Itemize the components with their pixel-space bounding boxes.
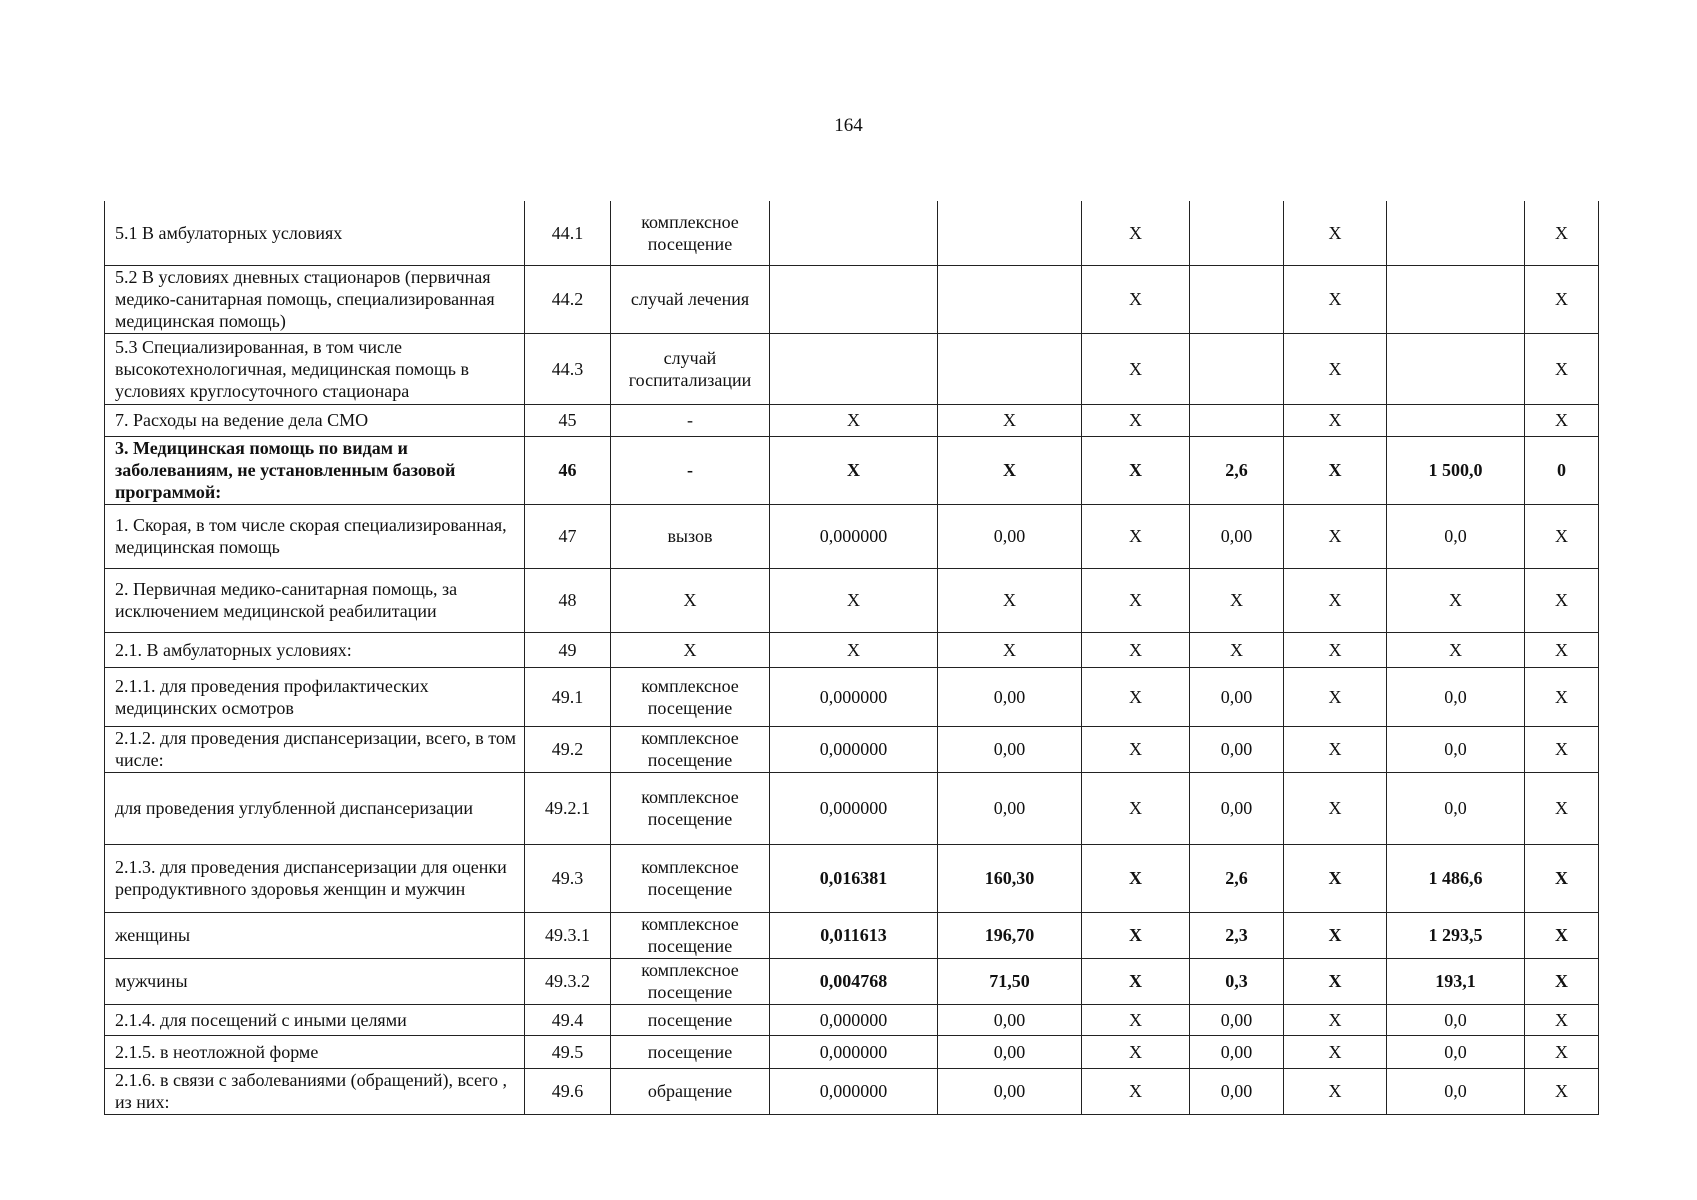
- table-row: [105, 504, 1599, 568]
- cell-c6: X: [1082, 436, 1190, 504]
- row-code: 46: [525, 436, 611, 504]
- row-name: 2.1.3. для проведения диспансеризации для оценки репродуктивного здоровья женщин и мужчин: [105, 844, 525, 912]
- cell-c10: X: [1525, 201, 1599, 265]
- cell-c10: X: [1525, 844, 1599, 912]
- cell-c8: X: [1284, 265, 1387, 333]
- table-row: [105, 632, 1599, 667]
- cell-c8: X: [1284, 726, 1387, 772]
- row-unit: комплексное посещение: [611, 201, 770, 265]
- cell-c5: 160,30: [938, 844, 1082, 912]
- cell-c4: 0,000000: [770, 1004, 938, 1035]
- table-row: [105, 404, 1599, 436]
- row-name: 2.1. В амбулаторных условиях:: [105, 632, 525, 667]
- cell-c5: 0,00: [938, 1035, 1082, 1068]
- cell-c10: X: [1525, 504, 1599, 568]
- row-code: 49.1: [525, 667, 611, 726]
- row-unit: случай госпитализации: [611, 333, 770, 404]
- row-name: 2.1.6. в связи с заболеваниями (обращений), всего , из них:: [105, 1068, 525, 1114]
- cell-c4: 0,000000: [770, 726, 938, 772]
- cell-c6: X: [1082, 1004, 1190, 1035]
- row-name: 5.3 Специализированная, в том числе высокотехнологичная, медицинская помощь в условиях круглосуточного стационара: [105, 333, 525, 404]
- cell-c8: X: [1284, 772, 1387, 844]
- cell-c10: X: [1525, 667, 1599, 726]
- cell-c7: X: [1190, 632, 1284, 667]
- cell-c8: X: [1284, 958, 1387, 1004]
- cell-c10: 0: [1525, 436, 1599, 504]
- row-code: 44.3: [525, 333, 611, 404]
- cell-c9: [1387, 201, 1525, 265]
- cell-c9: 0,0: [1387, 772, 1525, 844]
- cell-c7: 0,00: [1190, 1068, 1284, 1114]
- cell-c10: X: [1525, 333, 1599, 404]
- row-unit: комплексное посещение: [611, 912, 770, 958]
- table-row: [105, 436, 1599, 504]
- cell-c6: X: [1082, 1035, 1190, 1068]
- row-unit: X: [611, 632, 770, 667]
- cell-c5: 0,00: [938, 1004, 1082, 1035]
- cell-c10: X: [1525, 912, 1599, 958]
- table-row: [105, 912, 1599, 958]
- cell-c6: X: [1082, 265, 1190, 333]
- cell-c8: X: [1284, 201, 1387, 265]
- cell-c4: 0,000000: [770, 504, 938, 568]
- table-row: [105, 844, 1599, 912]
- row-name: 7. Расходы на ведение дела СМО: [105, 404, 525, 436]
- cell-c10: X: [1525, 568, 1599, 632]
- cell-c7: 2,6: [1190, 436, 1284, 504]
- cell-c4: 0,004768: [770, 958, 938, 1004]
- report-table: [104, 201, 1599, 1115]
- row-name: 5.1 В амбулаторных условиях: [105, 201, 525, 265]
- cell-c5: 0,00: [938, 504, 1082, 568]
- row-code: 49.3: [525, 844, 611, 912]
- row-unit: случай лечения: [611, 265, 770, 333]
- table-row: [105, 1035, 1599, 1068]
- row-name: 2. Первичная медико-санитарная помощь, за исключением медицинской реабилитации: [105, 568, 525, 632]
- cell-c5: [938, 333, 1082, 404]
- cell-c9: [1387, 265, 1525, 333]
- cell-c4: [770, 201, 938, 265]
- row-unit: посещение: [611, 1004, 770, 1035]
- cell-c9: 0,0: [1387, 504, 1525, 568]
- cell-c4: 0,000000: [770, 667, 938, 726]
- cell-c4: 0,000000: [770, 1035, 938, 1068]
- cell-c10: X: [1525, 1035, 1599, 1068]
- cell-c6: X: [1082, 632, 1190, 667]
- row-code: 44.1: [525, 201, 611, 265]
- cell-c4: [770, 333, 938, 404]
- cell-c5: [938, 201, 1082, 265]
- cell-c7: [1190, 404, 1284, 436]
- table-row: [105, 201, 1599, 265]
- cell-c8: X: [1284, 436, 1387, 504]
- cell-c7: 0,00: [1190, 504, 1284, 568]
- cell-c5: 0,00: [938, 667, 1082, 726]
- cell-c4: 0,016381: [770, 844, 938, 912]
- cell-c5: 0,00: [938, 1068, 1082, 1114]
- cell-c9: X: [1387, 632, 1525, 667]
- cell-c6: X: [1082, 844, 1190, 912]
- cell-c4: 0,000000: [770, 772, 938, 844]
- table-row: [105, 958, 1599, 1004]
- cell-c8: X: [1284, 333, 1387, 404]
- cell-c4: 0,011613: [770, 912, 938, 958]
- cell-c7: [1190, 201, 1284, 265]
- row-unit: посещение: [611, 1035, 770, 1068]
- cell-c10: X: [1525, 632, 1599, 667]
- cell-c7: 2,6: [1190, 844, 1284, 912]
- cell-c8: X: [1284, 404, 1387, 436]
- row-unit: комплексное посещение: [611, 958, 770, 1004]
- cell-c4: X: [770, 632, 938, 667]
- cell-c5: X: [938, 632, 1082, 667]
- cell-c7: X: [1190, 568, 1284, 632]
- cell-c10: X: [1525, 958, 1599, 1004]
- row-code: 49: [525, 632, 611, 667]
- cell-c5: 0,00: [938, 772, 1082, 844]
- row-name: 2.1.2. для проведения диспансеризации, всего, в том числе:: [105, 726, 525, 772]
- cell-c9: 1 486,6: [1387, 844, 1525, 912]
- row-code: 49.3.1: [525, 912, 611, 958]
- cell-c4: [770, 265, 938, 333]
- row-unit: комплексное посещение: [611, 667, 770, 726]
- cell-c8: X: [1284, 1068, 1387, 1114]
- row-code: 44.2: [525, 265, 611, 333]
- row-name: 5.2 В условиях дневных стационаров (первичная медико-санитарная помощь, специализированная медицинская помощь): [105, 265, 525, 333]
- cell-c8: X: [1284, 667, 1387, 726]
- cell-c9: 0,0: [1387, 1035, 1525, 1068]
- cell-c9: X: [1387, 568, 1525, 632]
- cell-c9: [1387, 333, 1525, 404]
- cell-c5: 196,70: [938, 912, 1082, 958]
- row-name: 2.1.5. в неотложной форме: [105, 1035, 525, 1068]
- cell-c6: X: [1082, 201, 1190, 265]
- cell-c6: X: [1082, 667, 1190, 726]
- table-row: [105, 568, 1599, 632]
- cell-c7: [1190, 333, 1284, 404]
- row-name: для проведения углубленной диспансеризации: [105, 772, 525, 844]
- cell-c8: X: [1284, 1035, 1387, 1068]
- cell-c8: X: [1284, 632, 1387, 667]
- row-name: женщины: [105, 912, 525, 958]
- cell-c7: 0,00: [1190, 667, 1284, 726]
- cell-c10: X: [1525, 1004, 1599, 1035]
- row-code: 49.4: [525, 1004, 611, 1035]
- row-name: 2.1.1. для проведения профилактических медицинских осмотров: [105, 667, 525, 726]
- cell-c6: X: [1082, 1068, 1190, 1114]
- cell-c7: 0,00: [1190, 772, 1284, 844]
- table-row: [105, 726, 1599, 772]
- row-unit: -: [611, 404, 770, 436]
- cell-c10: X: [1525, 1068, 1599, 1114]
- cell-c7: 0,3: [1190, 958, 1284, 1004]
- cell-c8: X: [1284, 504, 1387, 568]
- row-unit: комплексное посещение: [611, 844, 770, 912]
- table-row: [105, 265, 1599, 333]
- row-code: 48: [525, 568, 611, 632]
- row-code: 49.2.1: [525, 772, 611, 844]
- page-number: 164: [834, 115, 863, 136]
- table-row: [105, 667, 1599, 726]
- cell-c6: X: [1082, 404, 1190, 436]
- cell-c5: X: [938, 568, 1082, 632]
- row-code: 49.5: [525, 1035, 611, 1068]
- row-code: 49.3.2: [525, 958, 611, 1004]
- row-code: 49.6: [525, 1068, 611, 1114]
- cell-c9: 1 500,0: [1387, 436, 1525, 504]
- row-name: 3. Медицинская помощь по видам и заболеваниям, не установленным базовой программой:: [105, 436, 525, 504]
- cell-c10: X: [1525, 772, 1599, 844]
- cell-c4: X: [770, 436, 938, 504]
- cell-c4: X: [770, 568, 938, 632]
- cell-c9: 193,1: [1387, 958, 1525, 1004]
- row-code: 47: [525, 504, 611, 568]
- cell-c7: [1190, 265, 1284, 333]
- cell-c5: 0,00: [938, 726, 1082, 772]
- cell-c4: X: [770, 404, 938, 436]
- cell-c9: 0,0: [1387, 726, 1525, 772]
- cell-c5: X: [938, 436, 1082, 504]
- cell-c6: X: [1082, 333, 1190, 404]
- cell-c4: 0,000000: [770, 1068, 938, 1114]
- row-unit: -: [611, 436, 770, 504]
- row-unit: комплексное посещение: [611, 772, 770, 844]
- cell-c5: X: [938, 404, 1082, 436]
- row-code: 45: [525, 404, 611, 436]
- cell-c10: X: [1525, 726, 1599, 772]
- cell-c8: X: [1284, 1004, 1387, 1035]
- cell-c5: [938, 265, 1082, 333]
- cell-c6: X: [1082, 726, 1190, 772]
- row-code: 49.2: [525, 726, 611, 772]
- row-unit: X: [611, 568, 770, 632]
- table-row: [105, 772, 1599, 844]
- table-row: [105, 1004, 1599, 1035]
- cell-c8: X: [1284, 568, 1387, 632]
- cell-c6: X: [1082, 912, 1190, 958]
- cell-c9: [1387, 404, 1525, 436]
- cell-c8: X: [1284, 844, 1387, 912]
- cell-c7: 2,3: [1190, 912, 1284, 958]
- cell-c10: X: [1525, 265, 1599, 333]
- cell-c9: 1 293,5: [1387, 912, 1525, 958]
- row-name: 2.1.4. для посещений с иными целями: [105, 1004, 525, 1035]
- cell-c9: 0,0: [1387, 1004, 1525, 1035]
- row-name: мужчины: [105, 958, 525, 1004]
- cell-c8: X: [1284, 912, 1387, 958]
- row-unit: комплексное посещение: [611, 726, 770, 772]
- cell-c6: X: [1082, 568, 1190, 632]
- row-unit: вызов: [611, 504, 770, 568]
- cell-c5: 71,50: [938, 958, 1082, 1004]
- cell-c6: X: [1082, 504, 1190, 568]
- cell-c6: X: [1082, 772, 1190, 844]
- row-name: 1. Скорая, в том числе скорая специализированная, медицинская помощь: [105, 504, 525, 568]
- cell-c10: X: [1525, 404, 1599, 436]
- cell-c9: 0,0: [1387, 1068, 1525, 1114]
- table-row: [105, 1068, 1599, 1114]
- cell-c7: 0,00: [1190, 726, 1284, 772]
- row-unit: обращение: [611, 1068, 770, 1114]
- table-row: [105, 333, 1599, 404]
- cell-c6: X: [1082, 958, 1190, 1004]
- cell-c9: 0,0: [1387, 667, 1525, 726]
- cell-c7: 0,00: [1190, 1035, 1284, 1068]
- cell-c7: 0,00: [1190, 1004, 1284, 1035]
